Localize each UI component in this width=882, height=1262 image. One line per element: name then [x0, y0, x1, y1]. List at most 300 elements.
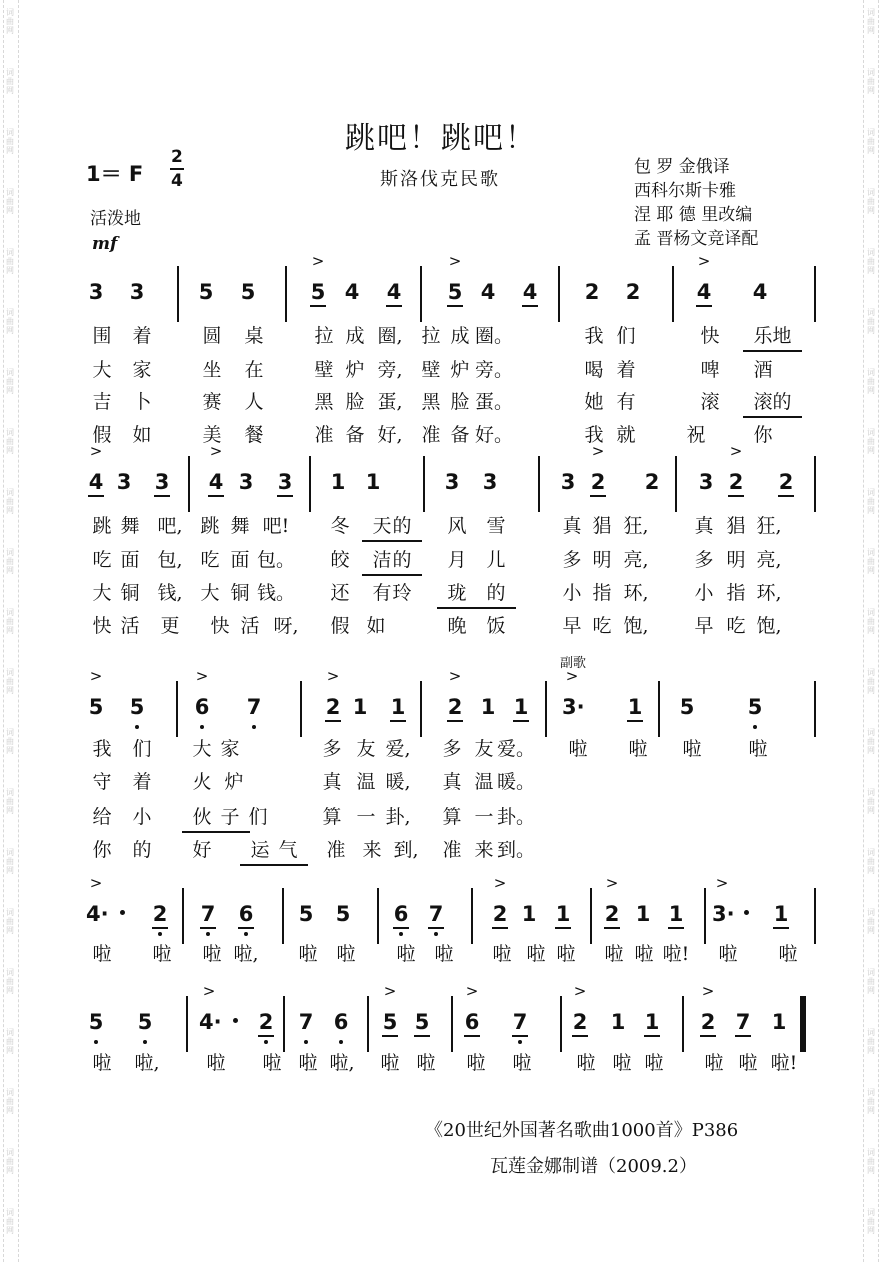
lyric-syllable: 雪 [486, 515, 506, 537]
note-value: 7 [246, 695, 262, 719]
note [745, 695, 765, 719]
lyric-syllable: 大 [92, 582, 112, 604]
note [511, 695, 531, 719]
watermark-glyph: 词 曲 网 [6, 8, 14, 35]
lyric-syllable: 猖 [726, 515, 746, 537]
lyric-syllable: 的 [476, 581, 516, 605]
note [553, 902, 573, 926]
note-value: 6 [393, 902, 409, 926]
note-value: 2 [590, 470, 606, 494]
lyric-syllable: 伙 [182, 805, 222, 829]
augmentation-dot [742, 910, 750, 915]
lyric-syllable: 啦 [604, 943, 624, 965]
note-value: 4 [480, 280, 496, 304]
lyric-syllable: 吧! [262, 515, 290, 537]
note-value: 3 [116, 470, 132, 494]
lyric-syllable: 啦, [329, 1052, 355, 1074]
barline [590, 888, 592, 944]
lyric-line [0, 942, 882, 968]
lyric-syllable: 冬 [330, 515, 350, 537]
note [206, 470, 226, 494]
octave-dot [518, 1040, 522, 1044]
eighth-underline [382, 1035, 398, 1037]
note-value: 1 [627, 695, 643, 719]
barline [451, 996, 453, 1052]
watermark-glyph: 词 曲 网 [867, 8, 875, 35]
note-value: 2 [604, 902, 620, 926]
lyric-syllable: 着 [132, 325, 152, 347]
notation-row [80, 252, 820, 320]
lyric-syllable: 吃 [726, 615, 746, 637]
note [86, 470, 106, 494]
watermark-glyph: 词 曲 网 [867, 728, 875, 755]
lyric-syllable: 炉 [224, 771, 244, 793]
note [388, 695, 408, 719]
lyric-syllable: 亮, [623, 549, 649, 571]
eighth-underline [604, 927, 620, 929]
lyric-syllable: 啦 [152, 943, 172, 965]
lyric-syllable: 快 [92, 615, 112, 637]
lyric-syllable: 到, [393, 839, 419, 861]
lyric-syllable: 火 [192, 771, 212, 793]
note [244, 695, 264, 719]
note [623, 280, 643, 304]
dynamic-marking: mf [92, 234, 118, 254]
eighth-underline [258, 1035, 274, 1037]
lyric-syllable: 多 [442, 738, 462, 760]
note-value: 2 [152, 902, 168, 926]
lyric-syllable: 们 [248, 806, 268, 828]
note [328, 470, 348, 494]
lyric-line [0, 548, 882, 574]
lyric-syllable: 脸 [450, 391, 470, 413]
note [480, 470, 500, 494]
note-value: 5 [335, 902, 351, 926]
lyric-syllable: 假 [330, 615, 350, 637]
lyric-syllable: 的 [382, 514, 422, 538]
eighth-underline [735, 1035, 751, 1037]
lyric-syllable: 如 [132, 424, 152, 446]
lyric-line [0, 838, 882, 864]
eighth-underline [464, 1035, 480, 1037]
accent-mark: > [729, 442, 743, 460]
lyric-syllable: 们 [132, 738, 152, 760]
note [391, 902, 411, 926]
lyric-syllable: 爱。 [496, 738, 535, 760]
barline [420, 681, 422, 737]
note-value: 6 [194, 695, 210, 719]
eighth-underline [238, 927, 254, 929]
lyric-line [0, 358, 882, 384]
chorus-label: 副歌 [560, 656, 587, 671]
note [342, 280, 362, 304]
lyric-line [0, 423, 882, 449]
lyric-syllable: 蛋。 [474, 391, 513, 413]
lyric-syllable: 明 [726, 549, 746, 571]
lyric-syllable: 啦 [718, 943, 738, 965]
lyric-syllable: 早 [562, 615, 582, 637]
lyric-syllable: 啦 [380, 1052, 400, 1074]
lyric-syllable: 守 [92, 771, 112, 793]
note [696, 470, 716, 494]
note [726, 470, 746, 494]
note-value: 6 [333, 1010, 349, 1034]
note-value: 3 [154, 470, 170, 494]
note [412, 1010, 432, 1034]
note-value: 1 [555, 902, 571, 926]
lyric-syllable: 活 [240, 615, 260, 637]
barline [545, 681, 547, 737]
lyric-syllable: 真 [322, 771, 342, 793]
lyric-syllable: 着 [132, 771, 152, 793]
accent-mark: > [89, 874, 103, 892]
barline [186, 996, 188, 1052]
lyric-syllable: 吃 [200, 549, 220, 571]
lyric-syllable: 啦 [92, 1052, 112, 1074]
note-value: 2 [492, 902, 508, 926]
eighth-underline [200, 927, 216, 929]
lyric-syllable: 喝 [584, 359, 604, 381]
barline [300, 681, 302, 737]
note [198, 902, 218, 926]
accent-mark: > [573, 982, 587, 1000]
watermark-glyph: 词 曲 网 [6, 1208, 14, 1235]
lyric-syllable: 面 [120, 549, 140, 571]
lyric-syllable: 我 [92, 738, 112, 760]
octave-dot [753, 725, 757, 729]
note-value: 5 [137, 1010, 153, 1034]
lyric-syllable: 滚 [743, 390, 783, 414]
lyric-syllable: 你 [753, 424, 773, 446]
note-value: 1 [352, 695, 368, 719]
lyric-syllable: 跳 [92, 515, 112, 537]
lyric-syllable: 呀, [273, 615, 299, 637]
octave-dot [94, 1040, 98, 1044]
lyric-syllable: 子 [210, 805, 250, 829]
lyric-syllable: 饭 [486, 615, 506, 637]
note [445, 280, 465, 304]
watermark-glyph: 词 曲 网 [867, 368, 875, 395]
lyric-syllable: 地 [762, 324, 802, 348]
lyric-line [0, 581, 882, 607]
eighth-underline [728, 495, 744, 497]
lyric-syllable: 小 [562, 582, 582, 604]
accent-mark: > [697, 252, 711, 270]
lyric-syllable: 快 [210, 615, 230, 637]
note [625, 695, 645, 719]
lyric-syllable: 温 [356, 771, 376, 793]
lyric-syllable: 好, [377, 424, 403, 446]
watermark-glyph: 词 曲 网 [867, 308, 875, 335]
time-signature-bottom: 4 [171, 171, 183, 191]
watermark-glyph: 词 曲 网 [867, 908, 875, 935]
barline [423, 456, 425, 512]
note [236, 902, 256, 926]
lyric-syllable: 准 [442, 839, 462, 861]
note [750, 280, 770, 304]
note [238, 280, 258, 304]
eighth-underline [325, 720, 341, 722]
note-value: 5 [447, 280, 463, 304]
accent-mark: > [311, 252, 325, 270]
eighth-underline [152, 927, 168, 929]
note-value: 2 [447, 695, 463, 719]
lyric-syllable: 算 [322, 806, 342, 828]
accent-mark: > [89, 442, 103, 460]
lyric-syllable: 她 [584, 391, 604, 413]
lyric-syllable: 的 [382, 548, 422, 572]
eighth-underline [386, 305, 402, 307]
note [698, 1010, 718, 1034]
note-value: 3 [88, 280, 104, 304]
lyric-syllable: 来 [362, 839, 382, 861]
watermark-glyph: 词 曲 网 [867, 1148, 875, 1175]
lyric-syllable: 的 [132, 839, 152, 861]
watermark-glyph: 词 曲 网 [867, 1028, 875, 1055]
time-signature [170, 146, 184, 192]
octave-dot [244, 932, 248, 936]
lyric-syllable: 吃 [592, 615, 612, 637]
credit-line: 包 罗 金俄译 [634, 157, 730, 177]
note-value: 1 [480, 695, 496, 719]
octave-dot [200, 725, 204, 729]
note [86, 695, 106, 719]
lyric-syllable: 早 [694, 615, 714, 637]
watermark-glyph: 词 曲 网 [6, 548, 14, 575]
augmentation-dot [118, 910, 126, 915]
lyric-syllable: 吉 [92, 391, 112, 413]
lyric-syllable: 真 [562, 515, 582, 537]
watermark-glyph: 词 曲 网 [6, 668, 14, 695]
note [712, 902, 735, 926]
lyric-syllable: 饱, [756, 615, 782, 637]
watermark-glyph: 词 曲 网 [6, 488, 14, 515]
note-value: 3 [560, 470, 576, 494]
lyric-syllable: 多 [322, 738, 342, 760]
lyric-syllable: 就 [616, 424, 636, 446]
octave-dot [304, 1040, 308, 1044]
note [733, 1010, 753, 1034]
lyric-syllable: 啦 [568, 738, 588, 760]
note [694, 280, 714, 304]
watermark-glyph: 词 曲 网 [6, 248, 14, 275]
watermark-glyph: 词 曲 网 [867, 188, 875, 215]
barline [182, 888, 184, 944]
note-value: 7 [298, 1010, 314, 1034]
lyric-syllable: 啦 [298, 943, 318, 965]
note-value: 2 [644, 470, 660, 494]
lyric-syllable: 拉 [314, 325, 334, 347]
lyric-syllable: 真 [694, 515, 714, 537]
watermark-glyph: 词 曲 网 [867, 488, 875, 515]
lyric-syllable: 啦 [298, 1052, 318, 1074]
note [582, 280, 602, 304]
lyric-syllable: 多 [694, 549, 714, 571]
eighth-underline [700, 1035, 716, 1037]
note [520, 280, 540, 304]
lyric-syllable: 们 [616, 325, 636, 347]
lyric-syllable: 一 [356, 806, 376, 828]
lyric-syllable: 祝 [686, 424, 706, 446]
lyric-syllable: 猖 [592, 515, 612, 537]
watermark-glyph: 词 曲 网 [867, 428, 875, 455]
watermark-glyph: 词 曲 网 [867, 128, 875, 155]
note-value: 3 [698, 470, 714, 494]
watermark-glyph: 词 曲 网 [6, 728, 14, 755]
lyric-syllable: 啦 [628, 738, 648, 760]
note-value: 5 [414, 1010, 430, 1034]
notation-row [80, 982, 820, 1050]
note-value: 2 [625, 280, 641, 304]
note [769, 1010, 789, 1034]
lyric-syllable: 暖, [385, 771, 411, 793]
lyric-line [0, 324, 882, 350]
accent-mark: > [465, 982, 479, 1000]
eighth-underline [88, 495, 104, 497]
accent-mark: > [209, 442, 223, 460]
lyric-syllable: 玲 [392, 582, 412, 604]
note [256, 1010, 276, 1034]
barline [814, 681, 816, 737]
note [677, 695, 697, 719]
lyric-syllable: 洁 [362, 548, 402, 572]
credit-line: 孟 晋杨文竞译配 [634, 229, 759, 249]
note [331, 1010, 351, 1034]
lyric-line [0, 805, 882, 831]
lyric-syllable: 啦 [512, 1052, 532, 1074]
watermark-glyph: 词 曲 网 [867, 848, 875, 875]
eighth-underline [627, 720, 643, 722]
lyric-syllable: 备 [450, 424, 470, 446]
lyric-syllable: 温 [474, 771, 494, 793]
lyric-syllable: 好。 [474, 424, 513, 446]
watermark-glyph: 词 曲 网 [6, 1088, 14, 1115]
note-value: 2 [778, 470, 794, 494]
lyric-syllable: 铜 [120, 582, 140, 604]
lyric-syllable: 钱, [157, 582, 183, 604]
barline [558, 266, 560, 322]
lyric-syllable: 到。 [496, 839, 535, 861]
octave-dot [434, 932, 438, 936]
note-value: 5 [382, 1010, 398, 1034]
credit-line: 西科尔斯卡雅 [634, 181, 736, 201]
lyric-syllable: 啦 [492, 943, 512, 965]
barline [420, 266, 422, 322]
note-value: 1 [513, 695, 529, 719]
lyric-syllable: 亮, [756, 549, 782, 571]
barline [377, 888, 379, 944]
lyric-syllable: 坐 [202, 359, 222, 381]
accent-mark: > [89, 667, 103, 685]
note [608, 1010, 628, 1034]
lyric-syllable: 乐 [743, 324, 783, 348]
augmentation-dot [231, 1018, 239, 1023]
eighth-underline [572, 1035, 588, 1037]
lyric-syllable: 旁, [377, 359, 403, 381]
accent-mark: > [701, 982, 715, 1000]
lyric-syllable: 我 [584, 325, 604, 347]
note-value: 4 [752, 280, 768, 304]
note-value: 5 [129, 695, 145, 719]
time-signature-top: 2 [170, 146, 184, 170]
lyric-syllable: 运 [240, 838, 280, 862]
accent-mark: > [326, 667, 340, 685]
note [275, 470, 295, 494]
accent-mark: > [195, 667, 209, 685]
lyric-syllable: 大 [192, 738, 212, 760]
lyric-syllable: 算 [442, 806, 462, 828]
accent-mark: > [448, 667, 462, 685]
credits [634, 155, 758, 251]
lyric-syllable: 爱, [385, 738, 411, 760]
tempo-marking: 活泼地 [90, 209, 141, 229]
note-value: 5 [240, 280, 256, 304]
lyric-syllable: 酒 [753, 359, 773, 381]
note-value: 7 [735, 1010, 751, 1034]
note-value: 2 [572, 1010, 588, 1034]
lyric-syllable: 准 [326, 839, 346, 861]
lyric-syllable: 钱。 [256, 582, 295, 604]
note-value: 7 [200, 902, 216, 926]
lyric-syllable: 天 [362, 514, 402, 538]
lyric-syllable: 更 [160, 615, 180, 637]
lyric-syllable: 人 [244, 391, 264, 413]
lyric-syllable: 啦 [634, 943, 654, 965]
note-value: 4 [344, 280, 360, 304]
watermark-glyph: 词 曲 网 [6, 188, 14, 215]
note [350, 695, 370, 719]
lyric-syllable: 圈。 [474, 325, 513, 347]
eighth-underline [644, 1035, 660, 1037]
lyric-syllable: 皎 [330, 549, 350, 571]
lyric-syllable: 啦 [778, 943, 798, 965]
note-value: 7 [512, 1010, 528, 1034]
eighth-underline [390, 720, 406, 722]
barline [285, 266, 287, 322]
note-value: 5 [198, 280, 214, 304]
note-value: 5 [310, 280, 326, 304]
barline [560, 996, 562, 1052]
note-value: 5 [747, 695, 763, 719]
lyric-syllable: 活 [120, 615, 140, 637]
lyric-syllable: 风 [447, 515, 467, 537]
watermark-glyph: 词 曲 网 [6, 128, 14, 155]
eighth-underline [696, 305, 712, 307]
lyric-syllable: 明 [592, 549, 612, 571]
watermark-glyph: 词 曲 网 [6, 368, 14, 395]
eighth-underline [778, 495, 794, 497]
lyric-syllable: 指 [592, 582, 612, 604]
note-value: 1 [390, 695, 406, 719]
lyric-syllable: 有 [616, 391, 636, 413]
eighth-underline [428, 927, 444, 929]
lyric-syllable: 友 [474, 738, 494, 760]
lyric-syllable: 成 [345, 325, 365, 347]
note-value: 2 [728, 470, 744, 494]
note-value: 3 [482, 470, 498, 494]
eighth-underline [447, 305, 463, 307]
note [296, 1010, 316, 1034]
note [562, 695, 585, 719]
octave-dot [264, 1040, 268, 1044]
lyric-syllable: 好 [192, 839, 212, 861]
lyric-syllable: 指 [726, 582, 746, 604]
lyric-syllable: 成 [450, 325, 470, 347]
lyric-syllable: 炉 [450, 359, 470, 381]
lyric-line [0, 614, 882, 640]
lyric-syllable: 啦 [262, 1052, 282, 1074]
note [588, 470, 608, 494]
